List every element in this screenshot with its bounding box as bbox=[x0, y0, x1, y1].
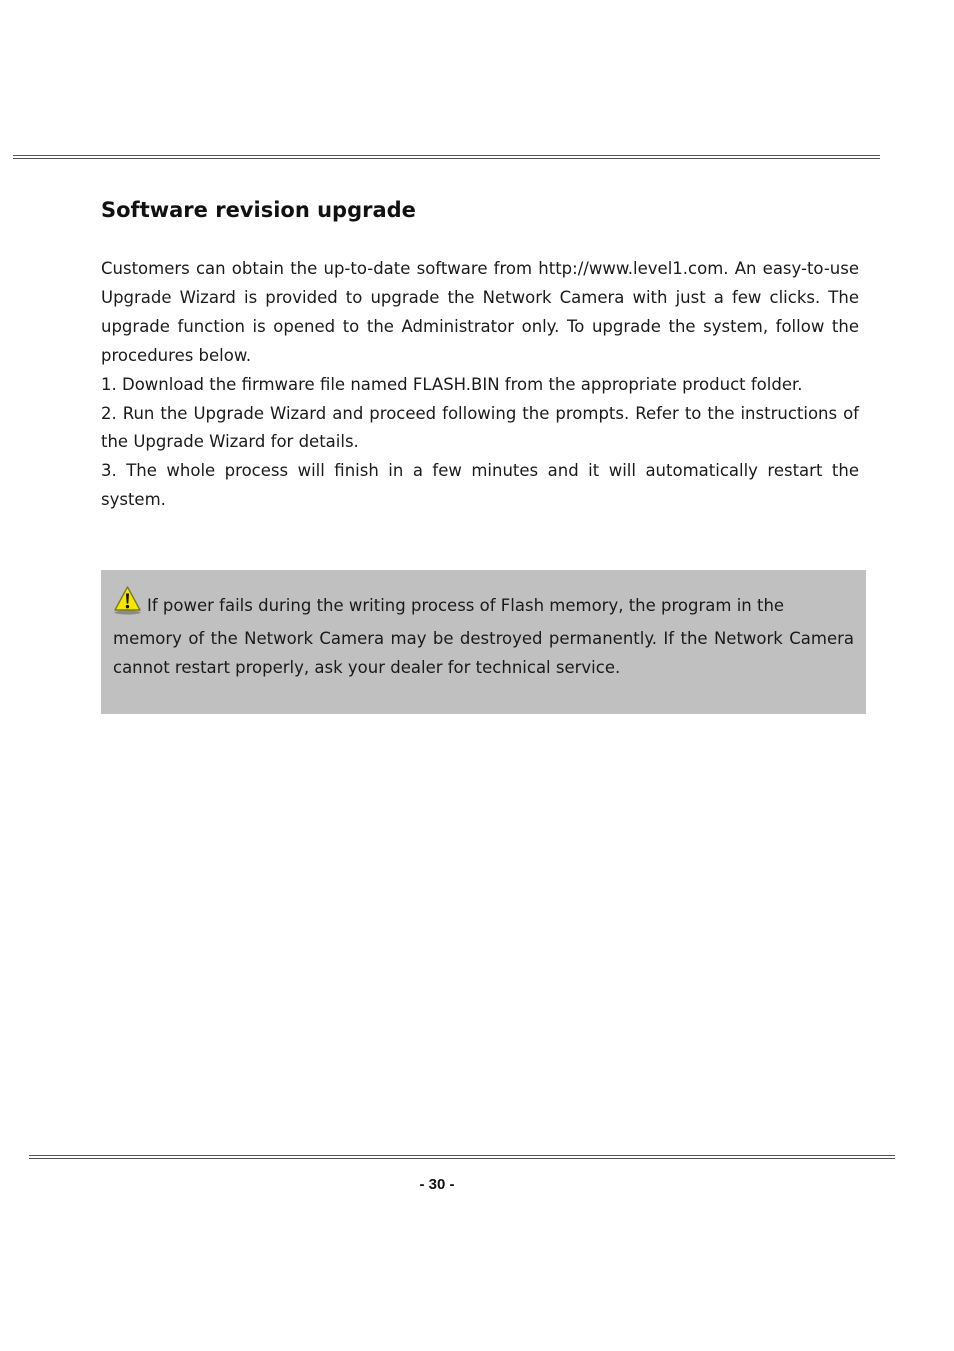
step-1: 1. Download the firmware file named FLASH.BIN from the appropriate product folder. bbox=[101, 374, 803, 394]
warning-triangle-icon bbox=[113, 585, 142, 615]
warning-first-line bbox=[113, 585, 854, 625]
intro-paragraph: Customers can obtain the up-to-date software from http://www.level1.com. An easy-to-use Upgrade Wizard is provided to upgrade the Network Camera with just a few clicks. The upgrade function is opened to the Administrator only. To upgrade the system, follow the procedures below. bbox=[101, 259, 859, 365]
warning-box bbox=[101, 570, 866, 714]
warning-text-line1: If power fails during the writing process of Flash memory, the program in the bbox=[147, 596, 785, 615]
footer-divider bbox=[29, 1155, 895, 1159]
body-text bbox=[101, 255, 859, 515]
step-2: 2. Run the Upgrade Wizard and proceed following the prompts. Refer to the instructions of the Upgrade Wizard for details. bbox=[101, 403, 859, 452]
warning-text-rest: memory of the Network Camera may be destroyed permanently. If the Network Camera cannot restart properly, ask your dealer for technical service. bbox=[113, 629, 854, 677]
step-3: 3. The whole process will finish in a few minutes and it will automatically restart the system. bbox=[101, 461, 859, 510]
section-title: Software revision upgrade bbox=[101, 198, 416, 222]
header-divider bbox=[13, 155, 880, 159]
page-number: - 30 - bbox=[419, 1176, 455, 1193]
